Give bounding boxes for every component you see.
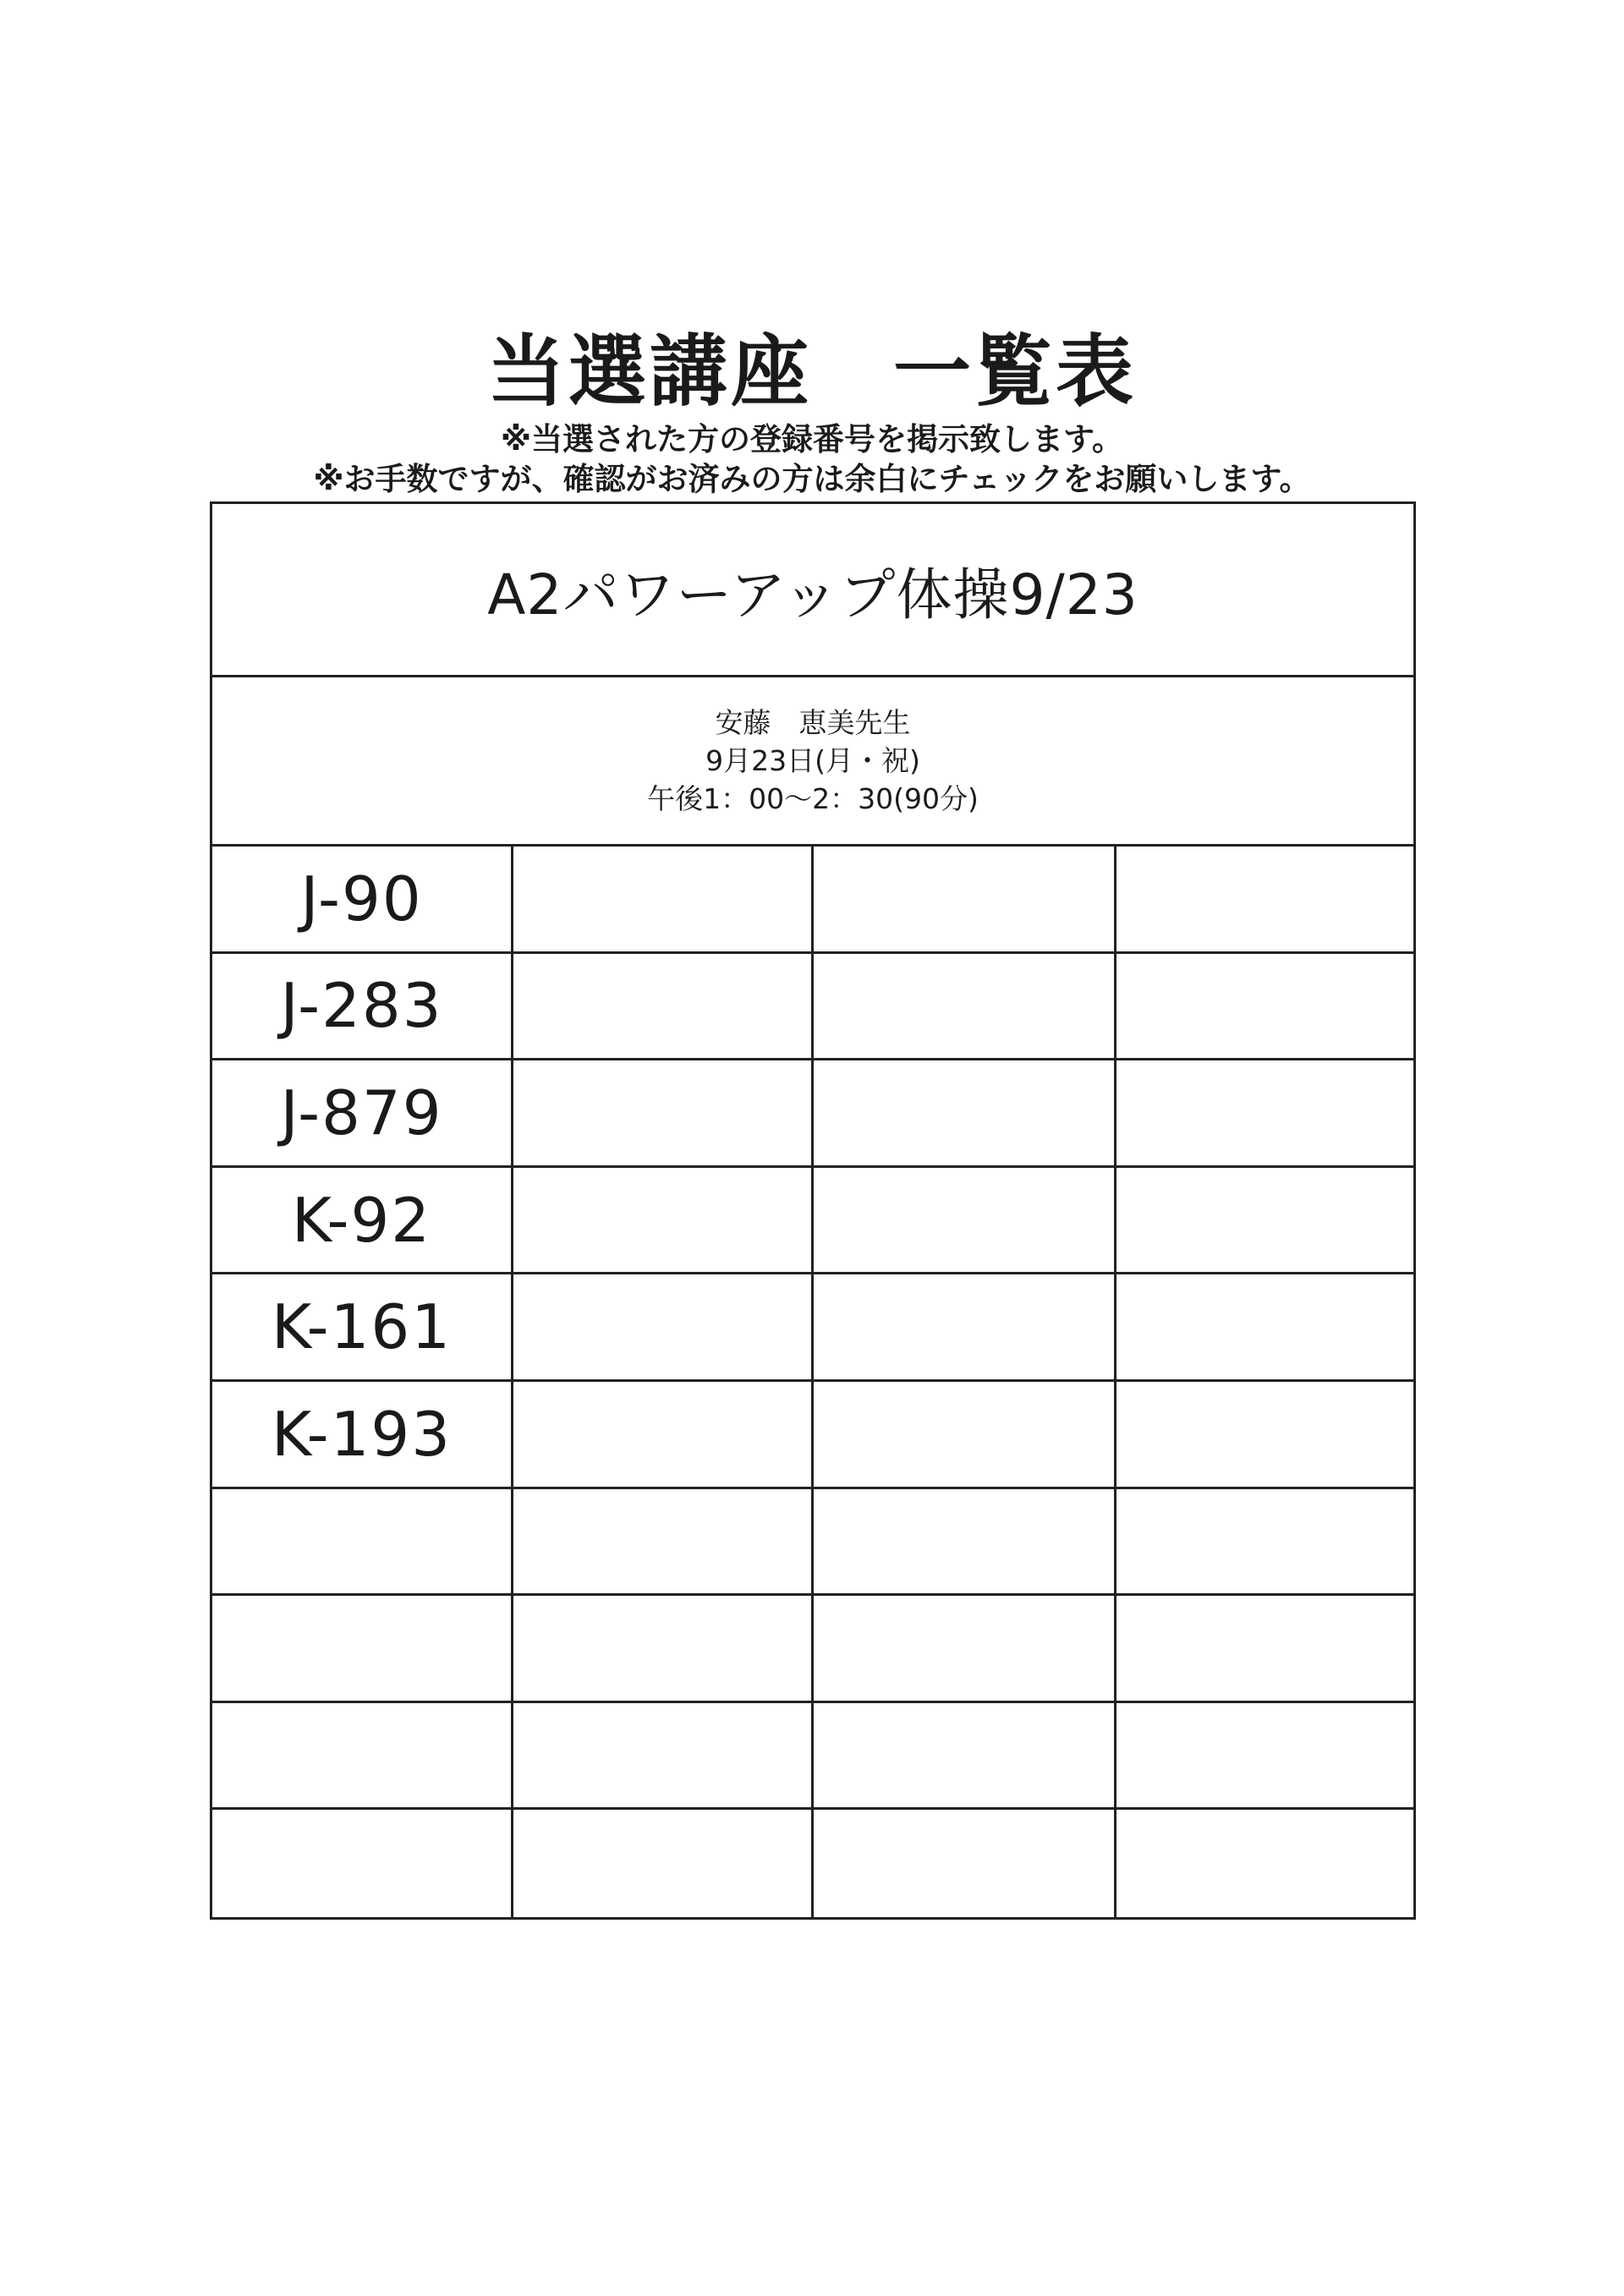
- registration-grid: [212, 847, 1413, 1917]
- winners-table: [210, 501, 1416, 1920]
- check-cell: [814, 1703, 1116, 1811]
- check-cell: [814, 1489, 1116, 1597]
- registration-number: K-92: [212, 1168, 513, 1275]
- registration-number: K-193: [212, 1382, 513, 1489]
- registration-number: J-90: [212, 847, 513, 954]
- check-cell: [1116, 1489, 1416, 1597]
- check-cell: [513, 1274, 814, 1382]
- check-cell: [513, 847, 814, 954]
- registration-number: K-161: [212, 1274, 513, 1382]
- check-cell: [814, 1382, 1116, 1489]
- check-cell: [1116, 1168, 1416, 1275]
- registration-number: J-283: [212, 954, 513, 1061]
- check-cell: [513, 1060, 814, 1168]
- check-cell: [814, 1274, 1116, 1382]
- check-cell: [814, 1168, 1116, 1275]
- registration-number: [212, 1489, 513, 1597]
- course-time: 午後1：00～2：30(90分): [647, 782, 979, 815]
- check-cell: [513, 1168, 814, 1275]
- notice-line-2: ※お手数ですが、確認がお済みの方は余白にチェックをお願いします。: [313, 461, 1311, 497]
- check-cell: [1116, 1596, 1416, 1703]
- check-cell: [814, 954, 1116, 1061]
- notice-line-1: ※当選された方の登録番号を掲示致します。: [500, 421, 1123, 458]
- check-cell: [1116, 1810, 1416, 1917]
- registration-number: J-879: [212, 1060, 513, 1168]
- check-cell: [1116, 1274, 1416, 1382]
- check-cell: [814, 847, 1116, 954]
- check-cell: [1116, 1060, 1416, 1168]
- check-cell: [814, 1596, 1116, 1703]
- check-cell: [1116, 954, 1416, 1061]
- check-cell: [513, 1703, 814, 1811]
- course-date: 9月23日(月・祝): [705, 744, 920, 777]
- check-cell: [513, 1489, 814, 1597]
- registration-number: [212, 1703, 513, 1811]
- registration-number: [212, 1810, 513, 1917]
- course-name: A2パワーアップ体操9/23: [212, 504, 1413, 677]
- check-cell: [513, 1382, 814, 1489]
- instructor-name: 安藤 恵美先生: [715, 706, 911, 739]
- check-cell: [814, 1060, 1116, 1168]
- check-cell: [513, 954, 814, 1061]
- check-cell: [513, 1596, 814, 1703]
- page-title: 当選講座 一覧表: [486, 326, 1137, 417]
- check-cell: [1116, 1703, 1416, 1811]
- check-cell: [814, 1810, 1116, 1917]
- course-info: [212, 677, 1413, 847]
- check-cell: [1116, 1382, 1416, 1489]
- registration-number: [212, 1596, 513, 1703]
- check-cell: [1116, 847, 1416, 954]
- check-cell: [513, 1810, 814, 1917]
